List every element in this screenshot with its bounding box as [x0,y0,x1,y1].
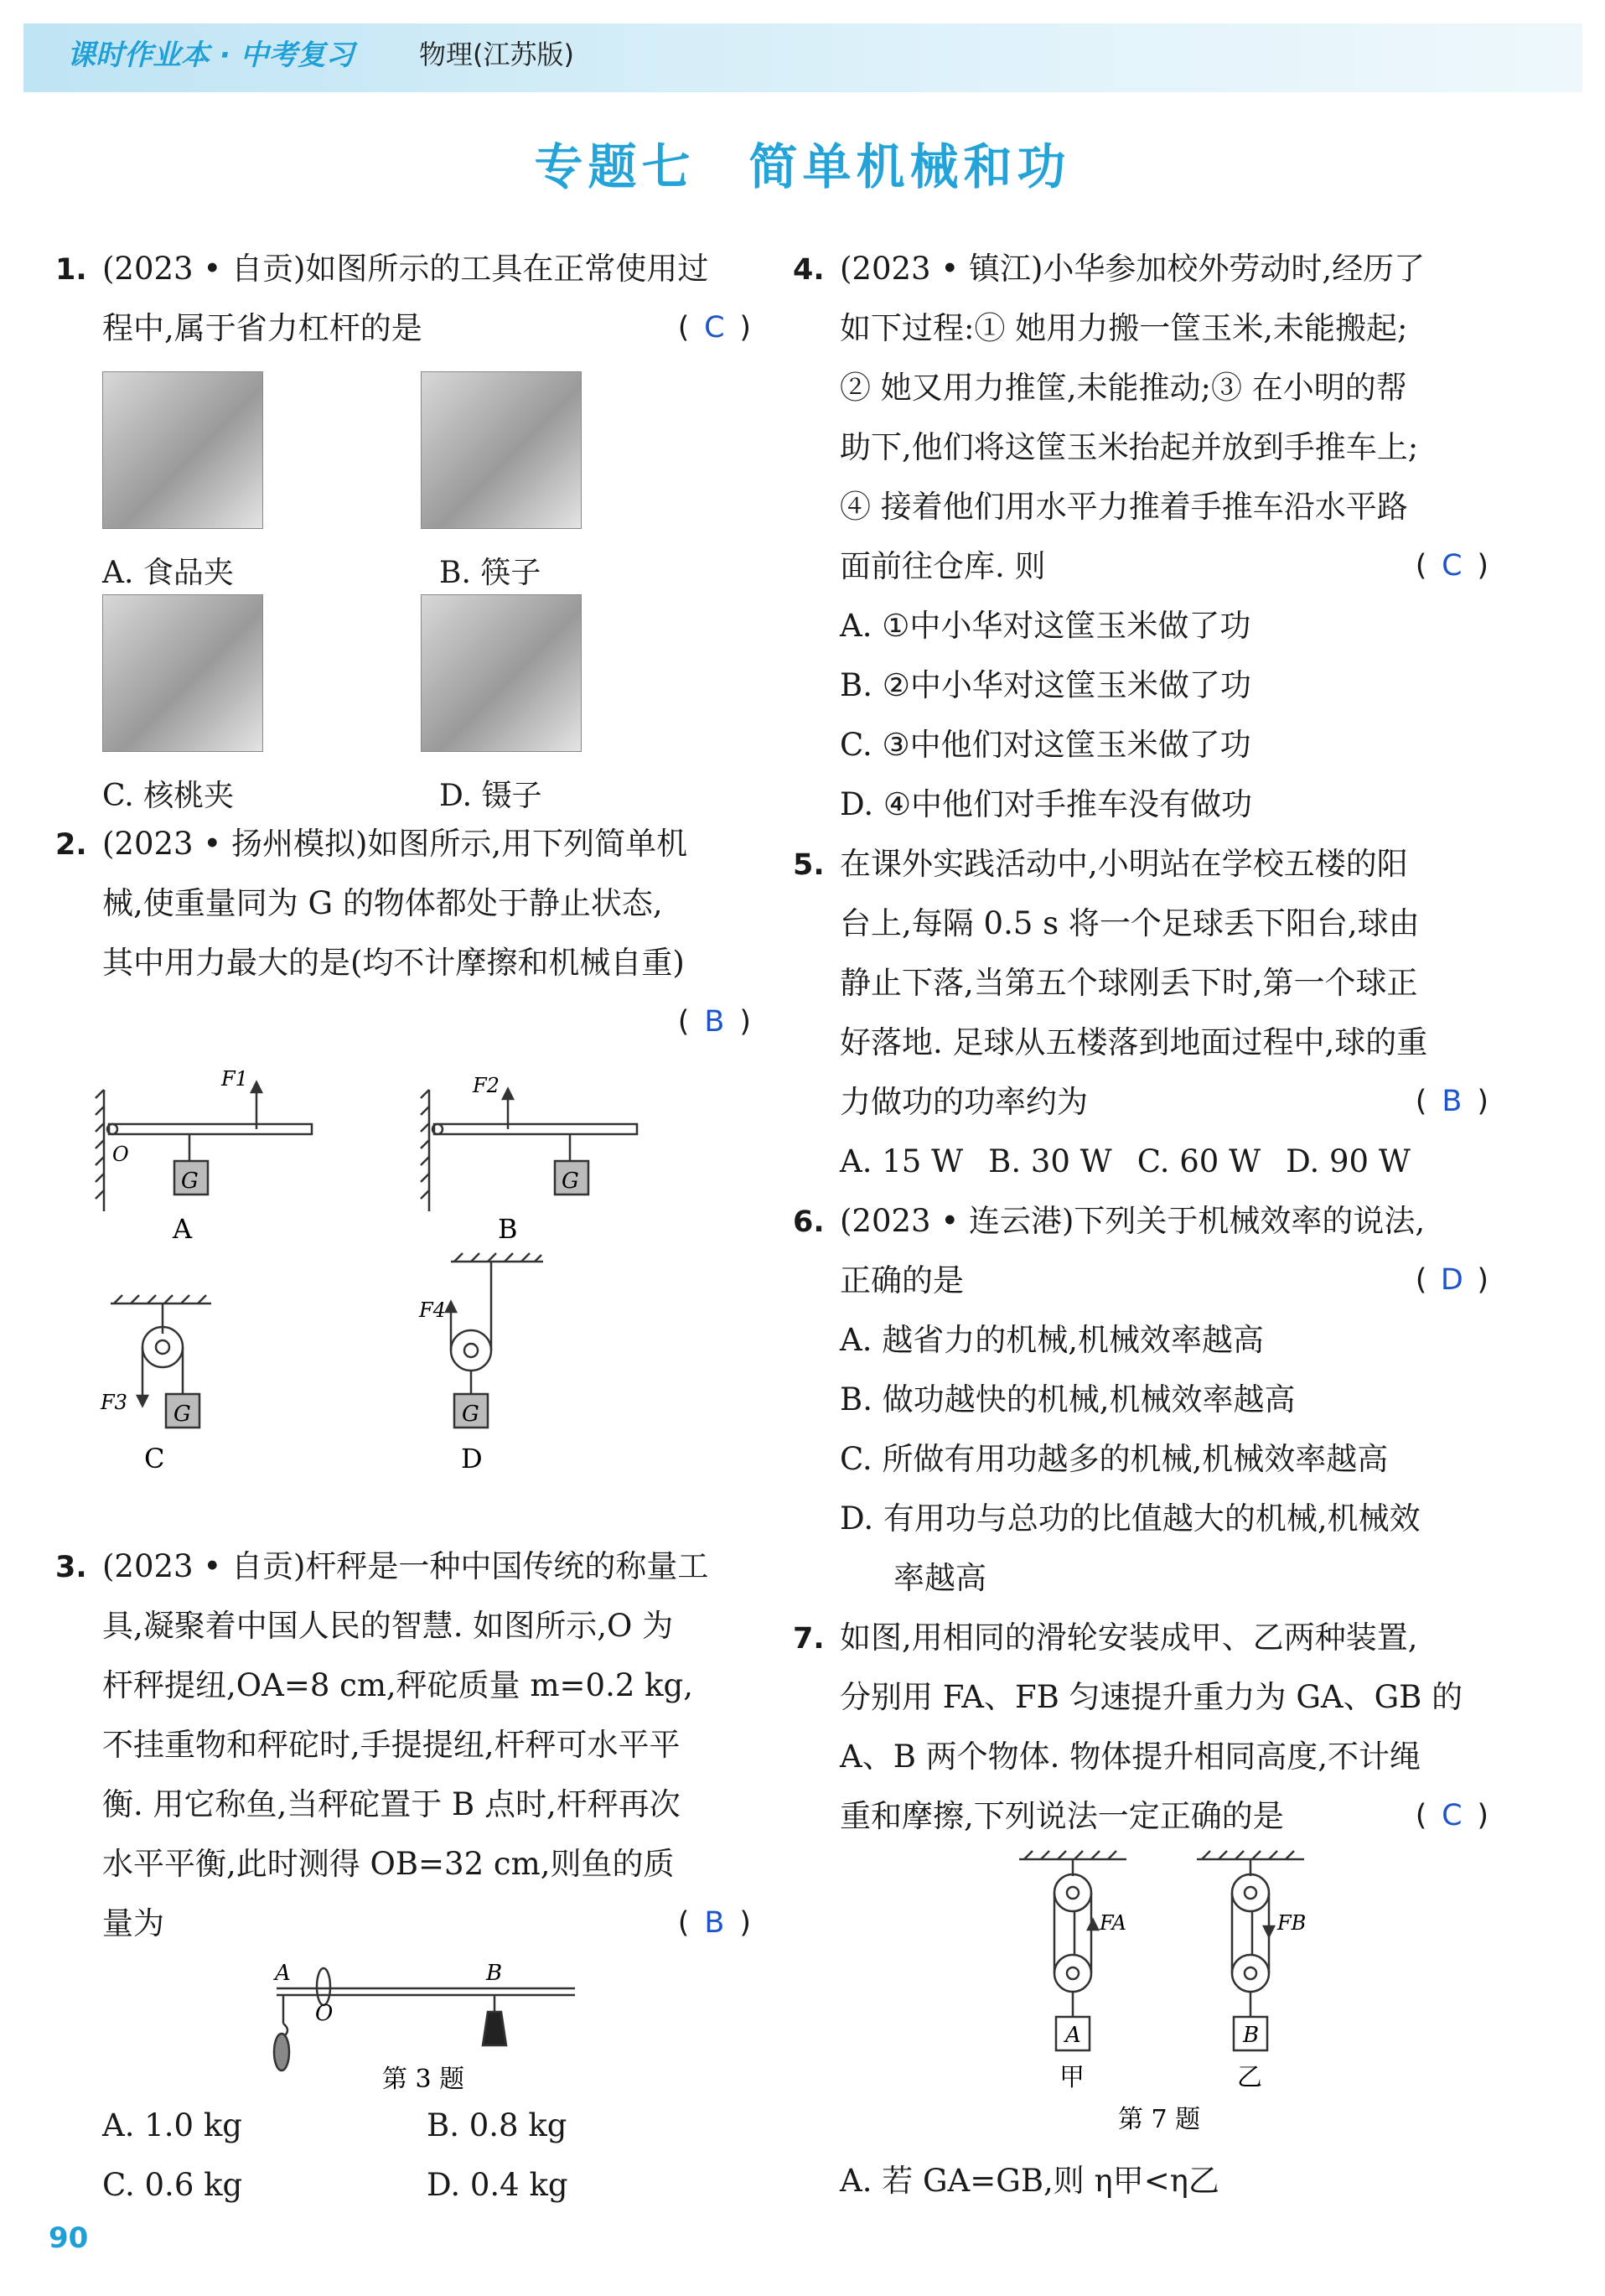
question-text: 重和摩擦,下列说法一定正确的是 [840,1798,1284,1834]
weight-label: G [562,1169,579,1194]
question-number: 7. [793,1622,825,1656]
option-c: C. 所做有用功越多的机械,机械效率越高 [840,1441,1389,1477]
q2-machines-figure [55,1052,751,1538]
tweezers-photo [421,594,582,752]
question-text: 械,使重量同为 G 的物体都处于静止状态, [102,885,663,921]
weight-label: G [181,1169,199,1194]
option-a: A. 越省力的机械,机械效率越高 [840,1322,1265,1358]
question-5 [793,834,1489,1191]
question-text: (2023 • 自贡)如图所示的工具在正常使用过 [102,251,709,287]
answer-letter: B [1442,1085,1463,1118]
answer-box: ( C ) [678,298,751,358]
question-text: 面前往仓库. 则 [840,548,1046,584]
option-d: D. 90 W [1286,1143,1411,1179]
question-3 [55,1537,751,2215]
figure-caption: 第 7 题 [1118,2105,1201,2134]
question-number: 1. [55,253,87,287]
question-text: 静止下落,当第五个球刚丢下时,第一个球正 [840,965,1418,1001]
question-text: 如下过程:① 她用力搬一筐玉米,未能搬起; [840,310,1408,346]
point-b-label: B [486,1961,503,1986]
option-d: D. ④中他们对手推车没有做功 [840,786,1253,822]
page-title: 专题七 简单机械和功 [534,138,1071,195]
question-text: 在课外实践活动中,小明站在学校五楼的阳 [840,846,1408,882]
box-a-label: A [1065,2023,1081,2048]
question-number: 6. [793,1205,825,1239]
force-b-label: FB [1277,1911,1307,1935]
answer-letter: B [704,1906,725,1940]
book-brand: 课时作业本 · 中考复习 [67,39,355,72]
option-b: B. 30 W [988,1143,1112,1179]
answer-box: ( B ) [678,993,751,1052]
question-text: 具,凝聚着中国人民的智慧. 如图所示,O 为 [102,1608,674,1644]
figure-caption: 第 3 题 [382,2065,465,2092]
option-a: A. ①中小华对这筐玉米做了功 [840,608,1251,644]
question-number: 5. [793,848,825,882]
question-text: ④ 接着他们用水平力推着手推车沿水平路 [840,489,1408,525]
q1-figure [55,358,751,814]
question-6 [793,1191,1489,1608]
pivot-o-label: O [315,2001,334,2026]
question-text: 如图,用相同的滑轮安装成甲、乙两种装置, [840,1620,1418,1656]
weight-label: G [173,1402,191,1427]
book-subject: 物理(江苏版) [419,39,574,70]
question-4 [793,239,1489,834]
question-text: (2023 • 自贡)杆秤是一种中国传统的称量工 [102,1548,709,1584]
option-d: D. 0.4 kg [427,2167,568,2203]
answer-box: ( C ) [1416,1786,1489,1846]
question-7 [793,1608,1489,2210]
pulley-systems-figure [793,1846,1489,2148]
question-number: 3. [55,1551,87,1584]
answer-letter: C [704,311,725,345]
figure-label-c: C [144,1443,165,1475]
question-text: 水平平衡,此时测得 OB=32 cm,则鱼的质 [102,1846,675,1882]
question-text: 其中用力最大的是(均不计摩擦和机械自重) [102,945,685,981]
box-b-label: B [1243,2023,1260,2048]
option-b: B. 0.8 kg [427,2107,567,2143]
option-a: A. 若 GA=GB,则 η甲<η乙 [840,2163,1219,2199]
question-text: (2023 • 连云港)下列关于机械效率的说法, [840,1203,1426,1239]
page-number: 90 [49,2221,89,2255]
question-text: 正确的是 [840,1262,964,1298]
answer-letter: B [704,1005,725,1039]
food-tongs-photo [102,371,263,529]
question-text: (2023 • 扬州模拟)如图所示,用下列简单机 [102,826,688,862]
option-b: B. ②中小华对这筐玉米做了功 [840,667,1251,703]
question-text: ② 她又用力推筐,未能推动;③ 在小明的帮 [840,370,1407,406]
answer-box: ( B ) [1416,1072,1489,1132]
option-b: B. 筷子 [439,556,541,590]
option-c: C. 60 W [1136,1143,1261,1179]
force-a-label: FA [1100,1911,1126,1935]
left-column [55,239,751,2215]
option-b: B. 做功越快的机械,机械效率越高 [840,1381,1296,1418]
option-a: A. 食品夹 [102,556,234,590]
question-2 [55,814,751,1542]
question-1 [55,239,751,814]
question-text: 台上,每隔 0.5 s 将一个足球丢下阳台,球由 [840,905,1420,941]
option-d: D. 镊子 [439,779,542,813]
question-text: 助下,他们将这筐玉米抬起并放到手推车上; [840,429,1419,465]
question-number: 4. [793,253,825,287]
figure-label-d: D [461,1443,483,1475]
question-text: 杆秤提纽,OA=8 cm,秤砣质量 m=0.2 kg, [102,1667,694,1703]
question-text: (2023 • 镇江)小华参加校外劳动时,经历了 [840,251,1426,287]
right-column [793,239,1489,2210]
weight-label: G [462,1402,479,1427]
answer-letter: C [1442,1799,1463,1832]
answer-letter: D [1440,1263,1463,1297]
force-label-3: F3 [101,1391,127,1414]
option-d-continued: 率越高 [893,1560,986,1596]
answer-box: ( B ) [678,1894,751,1953]
question-text: 分别用 FA、FB 匀速提升重力为 GA、GB 的 [840,1679,1463,1715]
force-label-4: F4 [419,1298,446,1322]
question-text: 程中,属于省力杠杆的是 [102,310,422,346]
figure-label-a: A [173,1213,193,1245]
question-number: 2. [55,828,87,862]
setup-yi-label: 乙 [1237,2063,1262,2092]
page-header [23,23,1582,92]
question-text: 力做功的功率约为 [840,1084,1088,1120]
pivot-label: O [112,1143,129,1166]
question-text: A、B 两个物体. 物体提升相同高度,不计绳 [840,1739,1421,1775]
option-c: C. 核桃夹 [102,779,235,813]
question-text: 衡. 用它称鱼,当秤砣置于 B 点时,杆秤再次 [102,1786,681,1822]
question-text: 不挂重物和秤砣时,手提提纽,杆秤可水平平 [102,1727,681,1763]
steelyard-figure [55,1953,751,2092]
force-label-1: F1 [221,1067,248,1091]
option-a: A. 1.0 kg [102,2107,242,2143]
option-c: C. 0.6 kg [102,2167,243,2203]
figure-label-b: B [498,1213,518,1245]
point-a-label: A [275,1961,291,1986]
question-text: 好落地. 足球从五楼落到地面过程中,球的重 [840,1024,1428,1060]
option-c: C. ③中他们对这筐玉米做了功 [840,727,1251,763]
answer-letter: C [1442,549,1463,583]
answer-box: ( D ) [1416,1251,1489,1310]
option-a: A. 15 W [840,1143,964,1179]
question-text: 量为 [102,1905,164,1941]
force-label-2: F2 [473,1074,500,1097]
nutcracker-photo [102,594,263,752]
option-d: D. 有用功与总功的比值越大的机械,机械效 [840,1500,1421,1537]
setup-jia-label: 甲 [1059,2063,1085,2092]
chopsticks-photo [421,371,582,529]
answer-box: ( C ) [1416,536,1489,596]
